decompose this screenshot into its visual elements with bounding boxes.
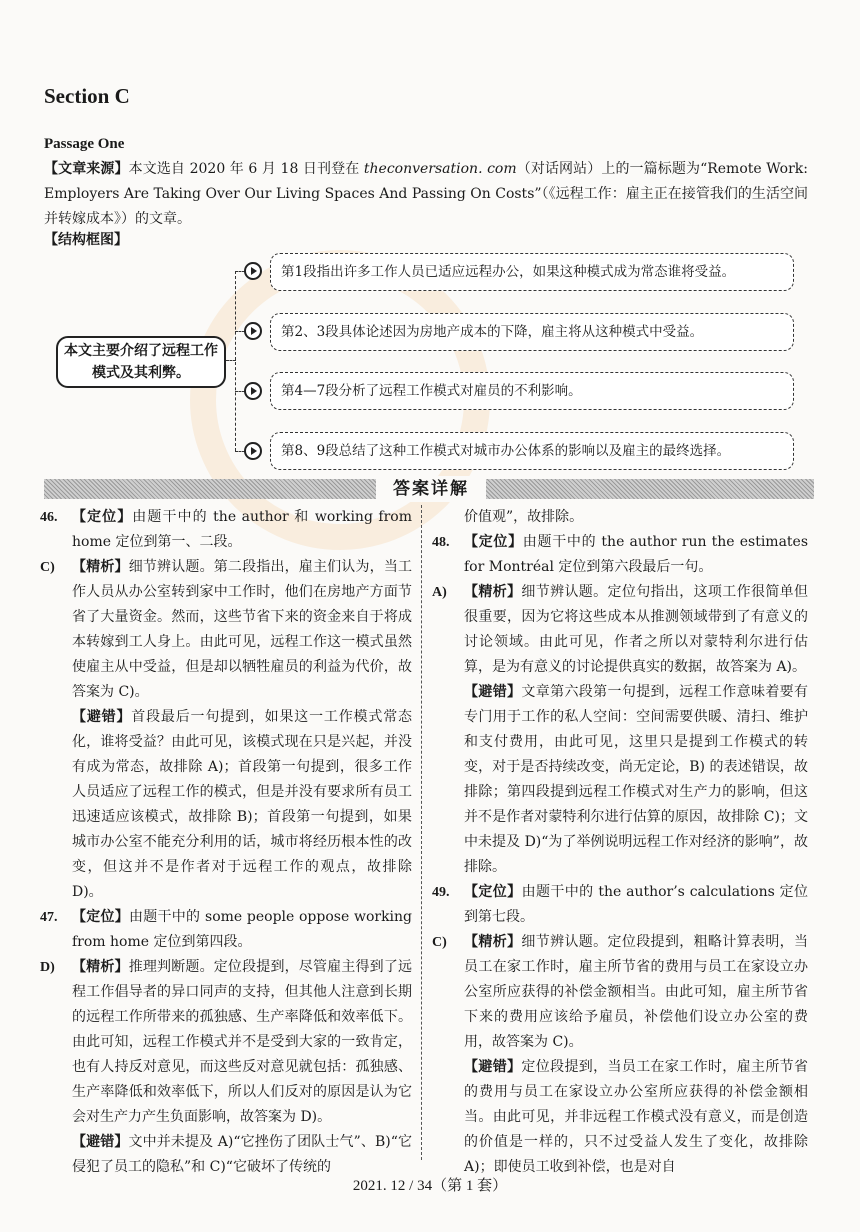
analysis-text: 细节辨认题。定位段提到，粗略计算表明，当员工在家工作时，雇主所节省的费用与员工在家设立办公室所应获得的补偿金额相当。由此可知，雇主所节省下来的费用应该给予雇员，补偿他们设立办公室的费用，故答案为 C)。 [464,934,809,1050]
column-divider [421,505,422,1160]
page-footer: 2021. 12 / 34（第 1 套） [352,1178,508,1194]
left-column [40,505,412,1180]
question-46-analysis [40,555,412,705]
passage-label: Passage One [44,136,125,152]
question-46-distractor [72,705,412,905]
analysis-tag: 【精析】 [72,559,129,575]
analysis-tag: 【精析】 [464,584,522,600]
distractor-tag: 【避错】 [72,1134,129,1150]
arrow-right-icon [244,382,262,400]
structure-node-4: 第8、9段总结了这种工作模式对城市办公体系的影响以及雇主的最终选择。 [270,432,794,470]
answer-letter: D) [40,960,55,975]
arrow-right-icon [244,262,262,280]
question-49-locate [432,880,808,930]
locate-tag: 【定位】 [72,909,130,925]
question-49-distractor [464,1055,808,1180]
article-source [44,157,808,232]
summary-box: 本文主要介绍了远程工作模式及其利弊。 [56,336,226,388]
answer-banner-title: 答案详解 [376,476,486,502]
source-text-2: （对话网站）上的一篇标题为“Remote Work: Employers Are Taking Over Our Living Spaces And Passing On Costs”（《远程工作：雇主正在接管我们的生活空间并转嫁成本》）的文章。 [44,161,808,227]
arrow-right-icon [244,322,262,340]
answer-letter: C) [432,935,447,950]
source-tag: 【文章来源】 [44,161,129,177]
question-47-continuation: 价值观”，故排除。 [464,509,584,525]
analysis-tag: 【精析】 [72,959,129,975]
locate-text: 由题干中的 the author run the estimates for Montréal 定位到第六段最后一句。 [464,534,809,575]
question-49-analysis [432,930,808,1055]
distractor-text: 定位段提到，当员工在家工作时，雇主所节省的费用与员工在家设立办公室所应获得的补偿金额相当。由此可见，并非远程工作模式没有意义，而是创造的价值是一样的，只不过受益人发生了变化，故排除 A)；即使员工收到补偿，也是对自 [464,1059,809,1175]
question-number: 47. [40,910,58,925]
locate-tag: 【定位】 [464,534,523,550]
question-number: 49. [432,885,450,900]
source-site: theconversation. com [363,161,517,177]
question-48-analysis [432,580,808,680]
question-47-analysis [40,955,412,1130]
locate-tag: 【定位】 [72,509,133,525]
arrow-right-icon [244,442,262,460]
question-48-distractor [464,680,808,880]
locate-text: 由题干中的 the author 和 working from home 定位到第一、二段。 [72,509,413,550]
analysis-text: 推理判断题。定位段提到，尽管雇主得到了远程工作倡导者的异口同声的支持，但其他人注意到长期的远程工作所带来的孤独感、生产率降低和效率低下。由此可知，远程工作模式并不是受到大家的一致肯定，也有人持反对意见，而这些反对意见就包括：孤独感、生产率降低和效率低下，所以人们反对的原因是认为它会对生产力产生负面影响，故答案为 D)。 [72,959,413,1125]
structure-node-3: 第4—7段分析了远程工作模式对雇员的不利影响。 [270,372,794,410]
locate-text: 由题干中的 some people oppose working from home 定位到第四段。 [72,909,413,950]
distractor-tag: 【避错】 [464,1059,522,1075]
right-column [432,505,808,1180]
locate-tag: 【定位】 [464,884,522,900]
section-title: Section C [44,84,130,108]
structure-node-1: 第1段指出许多工作人员已适应远程办公，如果这种模式成为常态谁将受益。 [270,253,794,291]
structure-frame-label: 【结构框图】 [44,232,128,248]
question-number: 46. [40,510,58,525]
structure-node-2: 第2、3段具体论述因为房地产成本的下降，雇主将从这种模式中受益。 [270,313,794,351]
question-47-locate [40,905,412,955]
question-48-locate [432,530,808,580]
question-number: 48. [432,535,450,550]
distractor-text: 首段最后一句提到，如果这一工作模式常态化，谁将受益？由此可见，该模式现在只是兴起，并没有成为常态，故排除 A)；首段第一句提到，很多工作人员适应了远程工作的模式，但是并没有要求所有员工迅速适应该模式，故排除 B)；首段第一句提到，如果城市办公室不能充分利用的话，城市将经历根本性的改变，但这并不是作者对于远程工作的观点，故排除 D)。 [72,709,413,900]
question-47-distractor [72,1130,412,1180]
question-46-locate [40,505,412,555]
answer-letter: C) [40,560,55,575]
answer-letter: A) [432,585,447,600]
source-text-1: 本文选自 2020 年 6 月 18 日刊登在 [128,161,364,177]
locate-text: 由题干中的 the author’s calculations 定位到第七段。 [464,884,809,925]
distractor-text: 文章第六段第一句提到，远程工作意味着要有专门用于工作的私人空间：空间需要供暖、清扫、维护和支付费用，由此可见，这里只是提到工作模式的转变，对于是否持续改变，尚无定论，B) 的表述错误，故排除；第四段提到远程工作模式对生产力的影响，但这并不是作者对蒙特利尔进行估算的原因，故排除 C)；文中未提及 D)“为了举例说明远程工作对经济的影响”，故排除。 [464,684,809,875]
distractor-tag: 【避错】 [72,709,132,725]
analysis-tag: 【精析】 [464,934,522,950]
analysis-text: 细节辨认题。第二段指出，雇主们认为，当工作人员从办公室转到家中工作时，他们在房地产方面节省了大量资金。然而，这些节省下来的资金来自于将成本转嫁到工人身上。由此可见，远程工作这一模式虽然使雇主从中受益，但是却以牺牲雇员的利益为代价，故答案为 C)。 [72,559,413,700]
analysis-text: 细节辨认题。定位句指出，这项工作很简单但很重要，因为它将这些成本从推测领域带到了有意义的讨论领域。由此可见，作者之所以对蒙特利尔进行估算，是为有意义的讨论提供真实的数据，故答案为 A)。 [464,584,809,675]
distractor-text: 文中并未提及 A)“它挫伤了团队士气”、B)“它侵犯了员工的隐私”和 C)“它破坏了传统的 [72,1134,412,1175]
connector-vertical [235,271,236,451]
distractor-tag: 【避错】 [464,684,522,700]
